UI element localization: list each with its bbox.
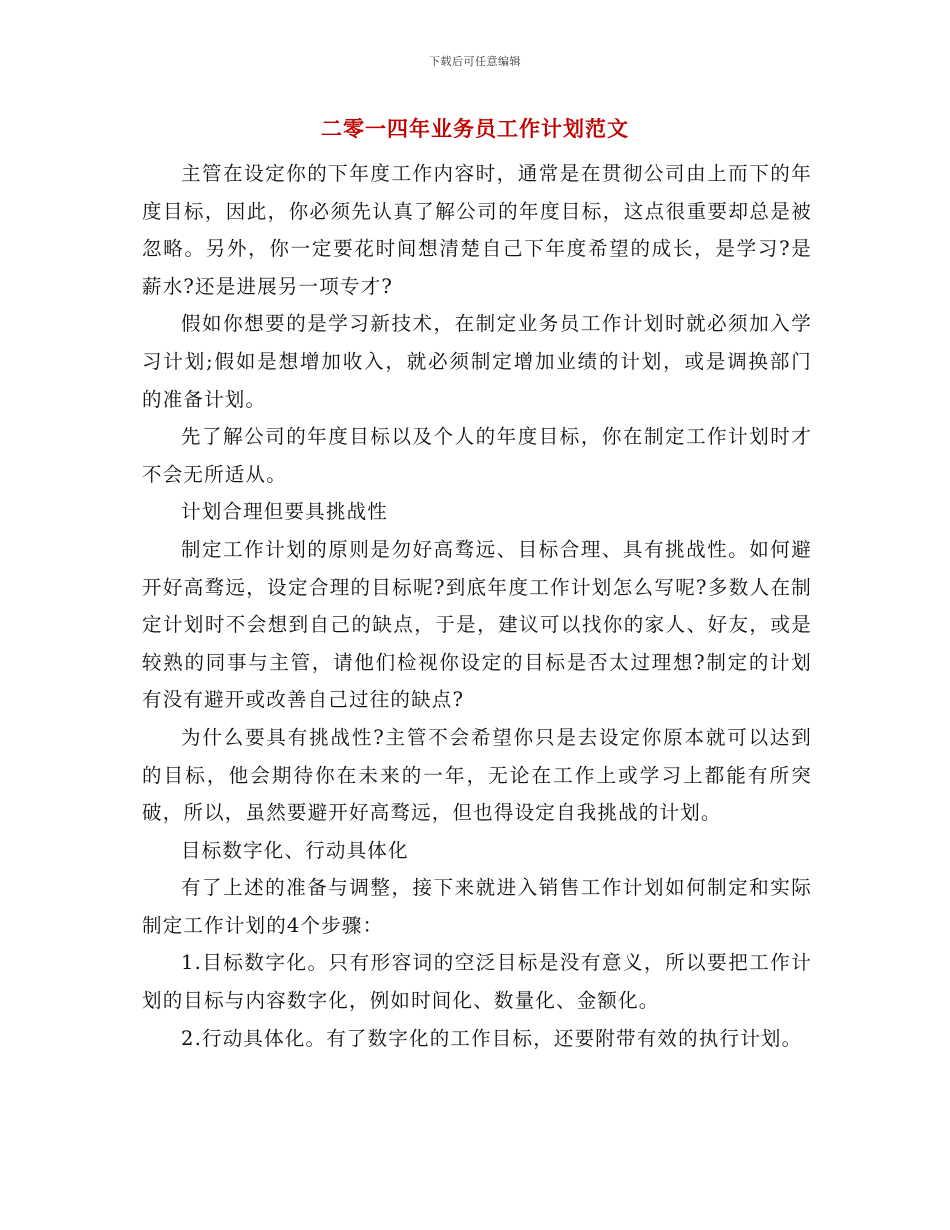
section-heading: 计划合理但要具挑战性 xyxy=(181,500,389,524)
header-note: 下载后可任意编辑 xyxy=(429,55,521,68)
list-item: 2.行动具体化。有了数字化的工作目标，还要附带有效的执行计划。 xyxy=(181,1026,803,1050)
section-heading: 目标数字化、行动具体化 xyxy=(181,838,409,862)
paragraph: 有了上述的准备与调整，接下来就进入销售工作计划如何制定和实际制定工作计划的4个步骤： xyxy=(142,876,812,937)
paragraph: 制定工作计划的原则是勿好高骛远、目标合理、具有挑战性。如何避开好高骛远，设定合理的目标呢?到底年度工作计划怎么写呢?多数人在制定计划时不会想到自己的缺点，于是，建议可以找你的家人、好友，或是较熟的同事与主管，请他们检视你设定的目标是否太过理想?制定的计划有没有避开或改善自己过往的缺点? xyxy=(142,537,812,712)
document-body xyxy=(142,155,812,1057)
paragraph: 假如你想要的是学习新技术，在制定业务员工作计划时就必须加入学习计划;假如是想增加收入，就必须制定增加业绩的计划，或是调换部门的准备计划。 xyxy=(142,312,812,411)
list-item: 1.目标数字化。只有形容词的空泛目标是没有意义，所以要把工作计划的目标与内容数字化，例如时间化、数量化、金额化。 xyxy=(142,951,812,1013)
paragraph: 为什么要具有挑战性?主管不会希望你只是去设定你原本就可以达到的目标，他会期待你在未来的一年，无论在工作上或学习上都能有所突破，所以，虽然要避开好高骛远，但也得设定自我挑战的计划。 xyxy=(142,725,812,825)
document-title: 二零一四年业务员工作计划范文 xyxy=(321,117,629,141)
paragraph: 先了解公司的年度目标以及个人的年度目标，你在制定工作计划时才不会无所适从。 xyxy=(142,425,812,486)
paragraph: 主管在设定你的下年度工作内容时，通常是在贯彻公司由上而下的年度目标，因此，你必须先认真了解公司的年度目标，这点很重要却总是被忽略。另外，你一定要花时间想清楚自己下年度希望的成长，是学习?是薪水?还是进展另一项专才? xyxy=(142,162,812,298)
